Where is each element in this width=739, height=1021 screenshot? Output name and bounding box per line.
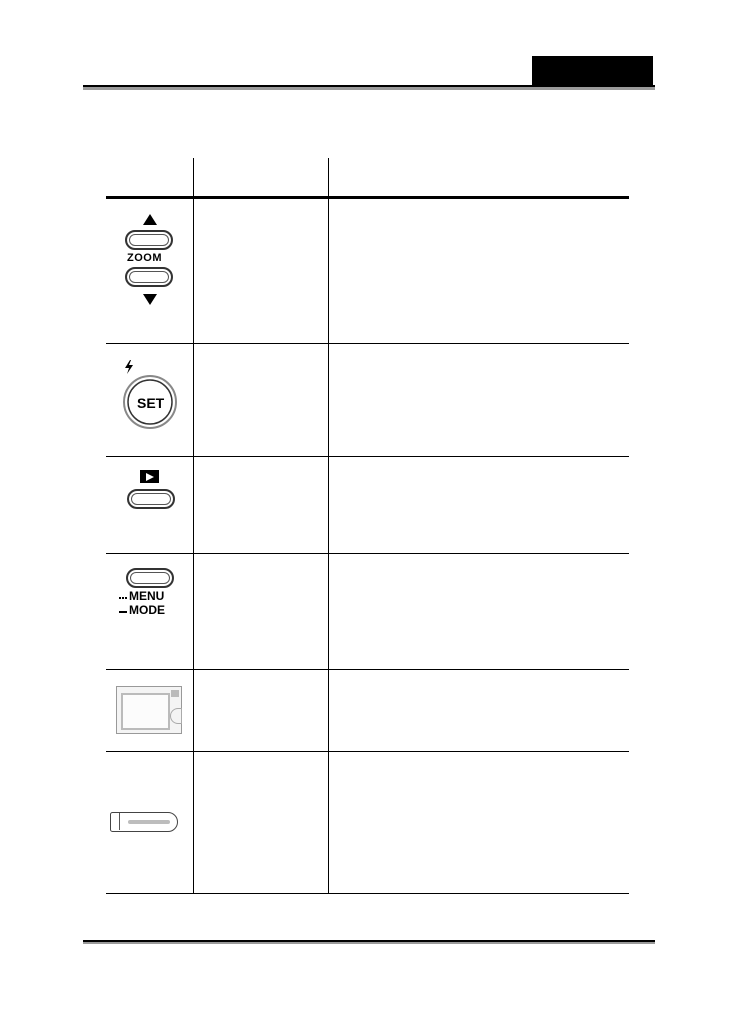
triangle-up-icon <box>143 214 157 225</box>
set-label: SET <box>137 395 165 411</box>
header-rule <box>83 85 655 90</box>
shutter-button-icon <box>110 808 182 836</box>
footer-rule <box>83 940 655 944</box>
table-row-divider <box>106 669 629 670</box>
zoom-out-button-icon <box>125 267 173 287</box>
triangle-down-icon <box>143 294 157 305</box>
zoom-in-button-icon <box>125 230 173 250</box>
menu-label: MENU <box>129 589 165 603</box>
playback-button-icon <box>125 470 185 515</box>
language-tab <box>532 56 653 86</box>
zoom-buttons-icon <box>110 212 190 312</box>
mode-label: MODE <box>129 603 165 617</box>
lcd-display-icon <box>121 693 170 730</box>
table-row-divider <box>106 456 629 457</box>
short-press-icon <box>119 597 127 599</box>
table-header-rule <box>106 196 629 199</box>
table-row-divider <box>106 553 629 554</box>
table-bottom-rule <box>106 893 629 894</box>
table-row-divider <box>106 343 629 344</box>
lcd-screen-icon <box>116 686 182 734</box>
menu-mode-button-icon <box>112 566 182 626</box>
playback-button-shape-icon <box>127 489 175 509</box>
long-press-icon <box>119 611 127 613</box>
flash-icon <box>124 360 134 374</box>
table-column-divider <box>193 158 194 894</box>
play-icon <box>140 470 159 483</box>
zoom-label: ZOOM <box>127 252 162 264</box>
table-row-divider <box>106 751 629 752</box>
set-flash-button-icon <box>118 358 188 433</box>
menu-button-shape-icon <box>126 568 174 588</box>
table-column-divider <box>328 158 329 894</box>
